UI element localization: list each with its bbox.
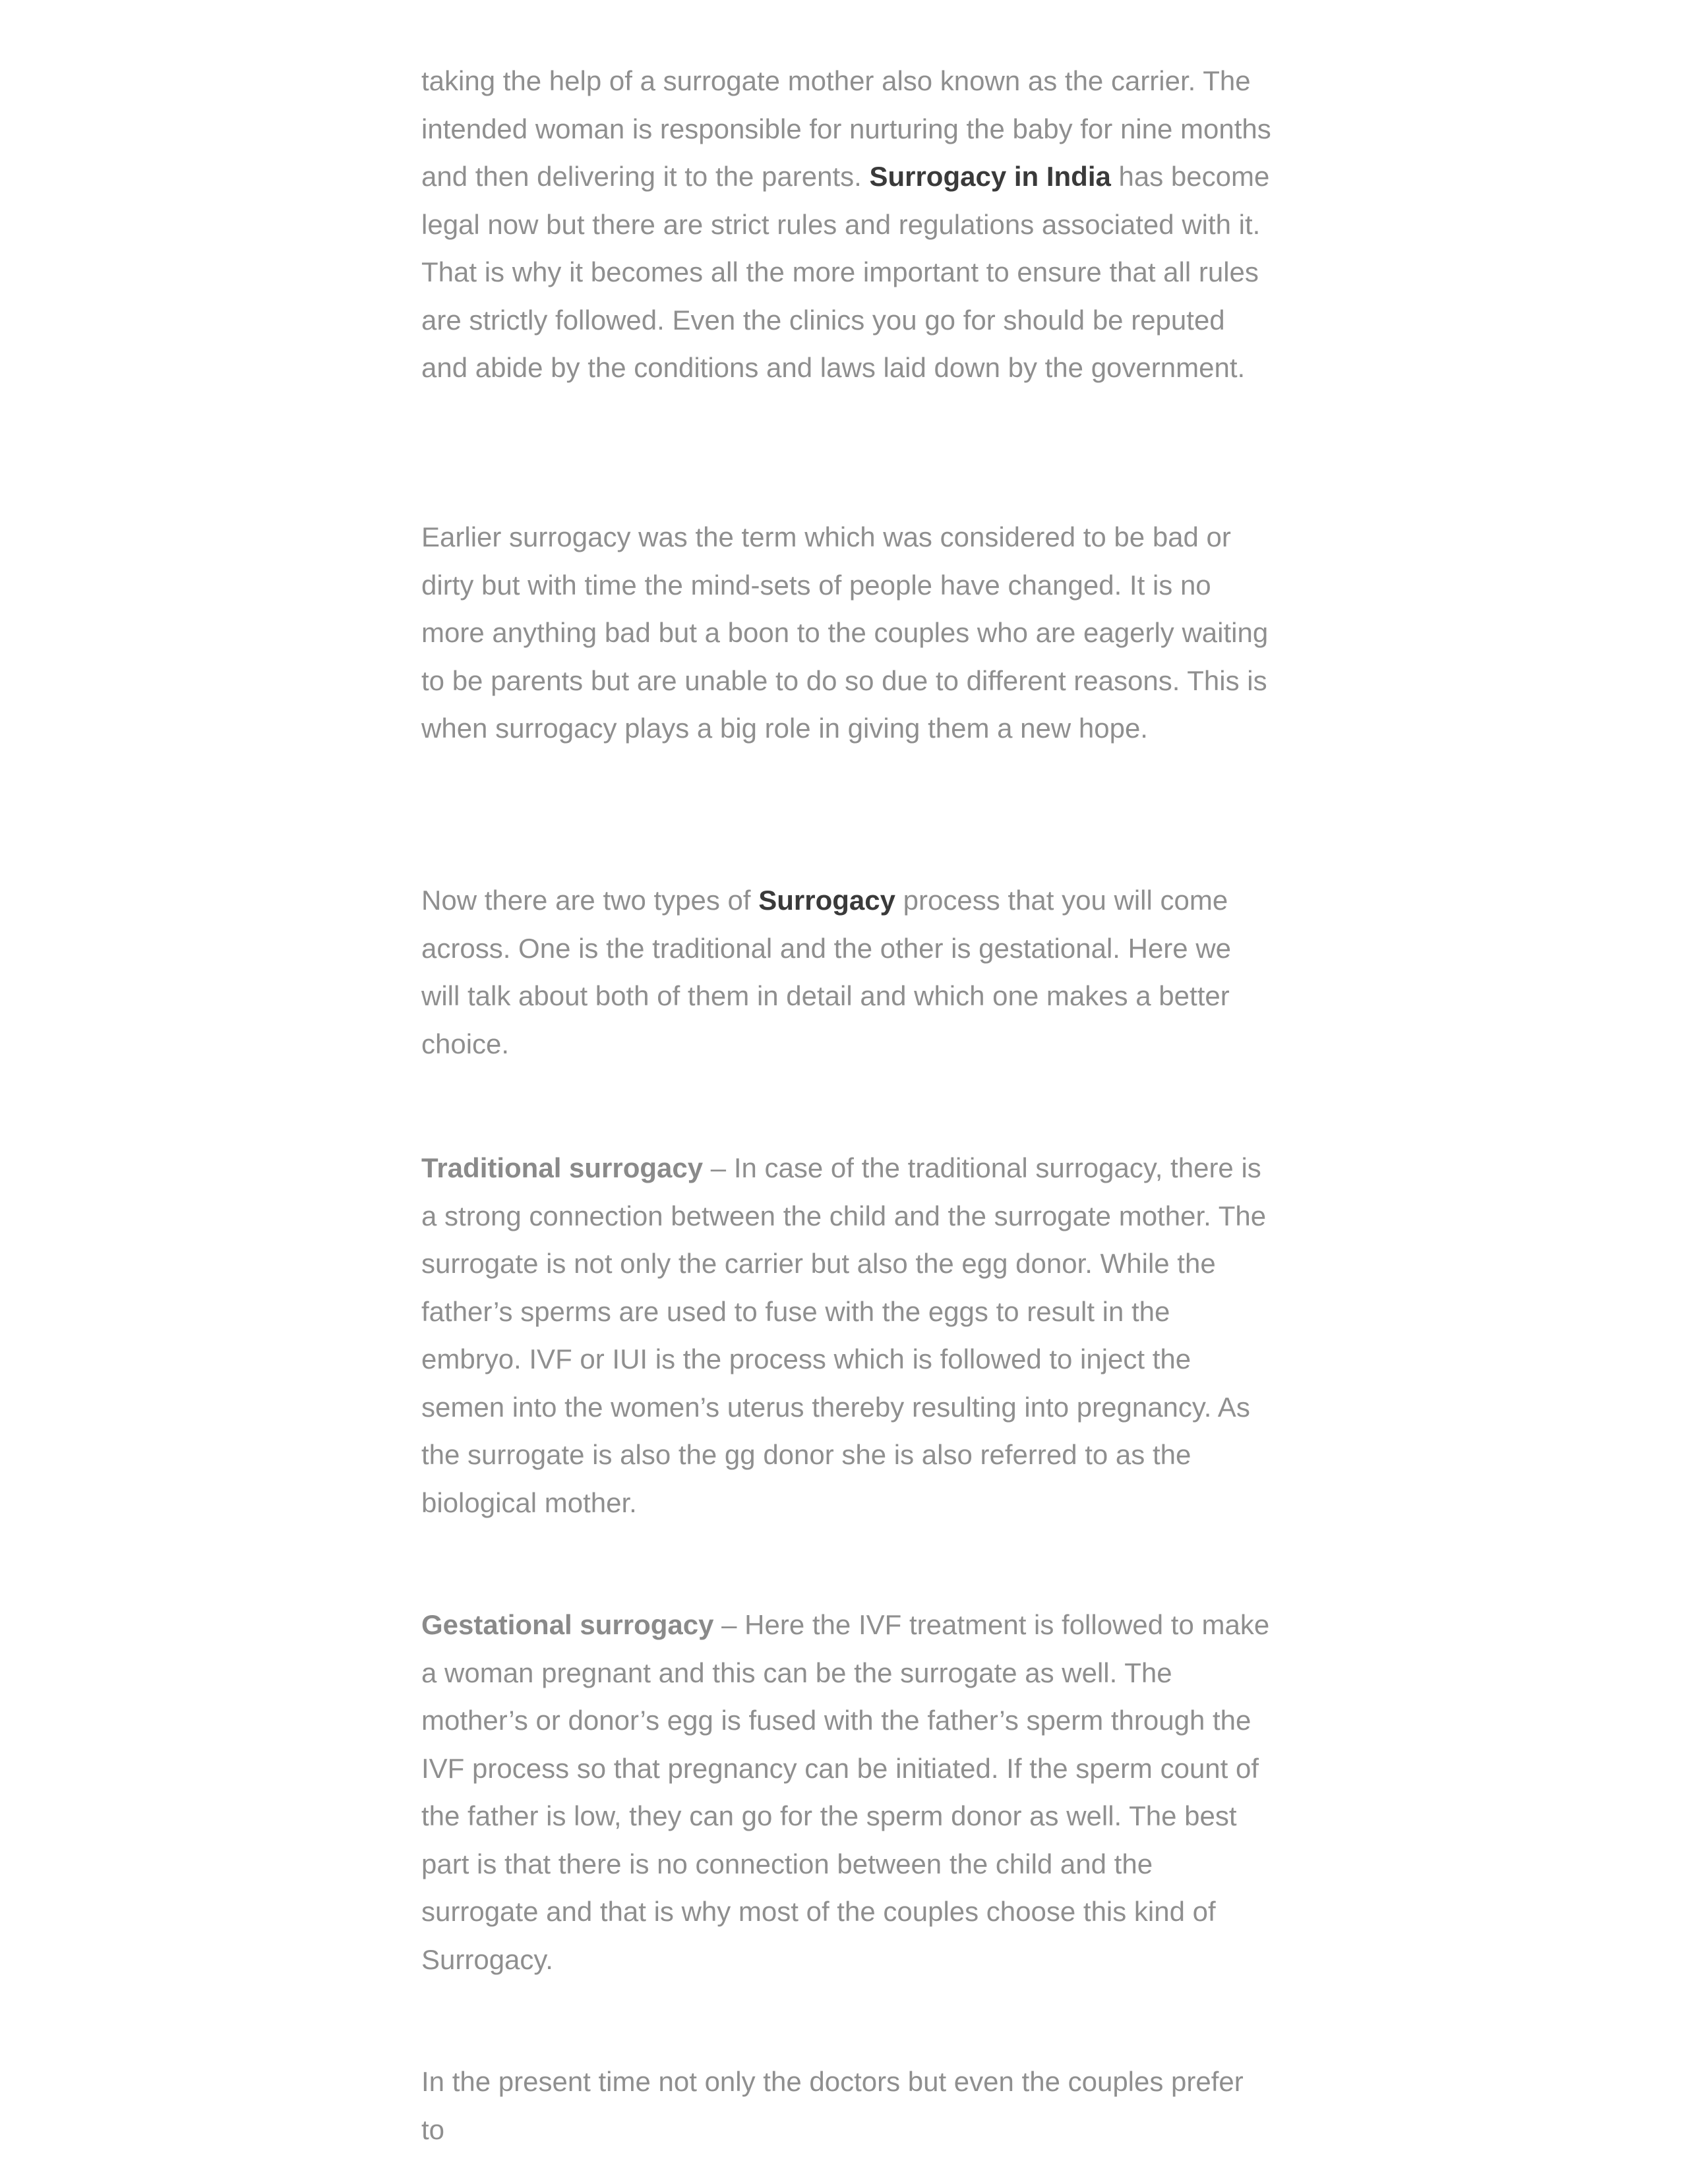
paragraph-text: Now there are two types of xyxy=(421,885,759,916)
bold-phrase-surrogacy-in-india: Surrogacy in India xyxy=(869,161,1111,192)
paragraph-earlier-surrogacy xyxy=(421,514,1272,753)
paragraph-text: – Here the IVF treatment is followed to make a woman pregnant and this can be the surrogate as well. The mother’s or donor’s egg is fused with the father’s sperm through the IVF process so that pregnancy can be initiated. If the sperm count of the father is low, they can go for the sperm donor as well. The best part is that there is no connection between the child and the surrogate and that is why most of the couples choose this kind of Surrogacy. xyxy=(421,1609,1270,1975)
paragraph-text: has become legal now but there are strict rules and regulations associated with it. That is why it becomes all the more important to ensure that all rules are strictly followed. Even the clinics you go for should be reputed and abide by the conditions and laws laid down by the government. xyxy=(421,161,1270,383)
paragraph-text: – In case of the traditional surrogacy, there is a strong connection between the child and the surrogate mother. The surrogate is not only the carrier but also the egg donor. While the father’s sperms are used to fuse with the eggs to result in the embryo. IVF or IUI is the process which is followed to inject the semen into the women’s uterus thereby resulting into pregnancy. As the surrogate is also the gg donor she is also referred to as the biological mother. xyxy=(421,1152,1267,1518)
paragraph-text: taking the help of a surrogate mother also known as the carrier. The intended woman is responsible for nurturing the baby for nine months and then delivering it to the parents. xyxy=(421,65,1271,192)
term-gestational-surrogacy: Gestational surrogacy xyxy=(421,1609,714,1640)
bold-word-surrogacy: Surrogacy xyxy=(758,885,895,916)
paragraph-text: process that you will come across. One is the traditional and the other is gestational. Here we will talk about both of them in detail and which one makes a better choice. xyxy=(421,885,1232,1059)
paragraph-gestational-surrogacy xyxy=(421,1601,1272,1984)
paragraph-text: In the present time not only the doctors but even the couples prefer to xyxy=(421,2066,1244,2145)
paragraph-present-time xyxy=(421,2058,1272,2154)
term-traditional-surrogacy: Traditional surrogacy xyxy=(421,1152,704,1183)
paragraph-two-types xyxy=(421,877,1272,1068)
paragraph-surrogacy-india xyxy=(421,57,1272,392)
paragraph-traditional-surrogacy xyxy=(421,1144,1272,1527)
paragraph-text: Earlier surrogacy was the term which was considered to be bad or dirty but with time the mind-sets of people have changed. It is no more anything bad but a boon to the couples who are eagerly waiting to be parents but are unable to do so due to different reasons. This is when surrogacy plays a big role in giving them a new hope. xyxy=(421,521,1269,744)
